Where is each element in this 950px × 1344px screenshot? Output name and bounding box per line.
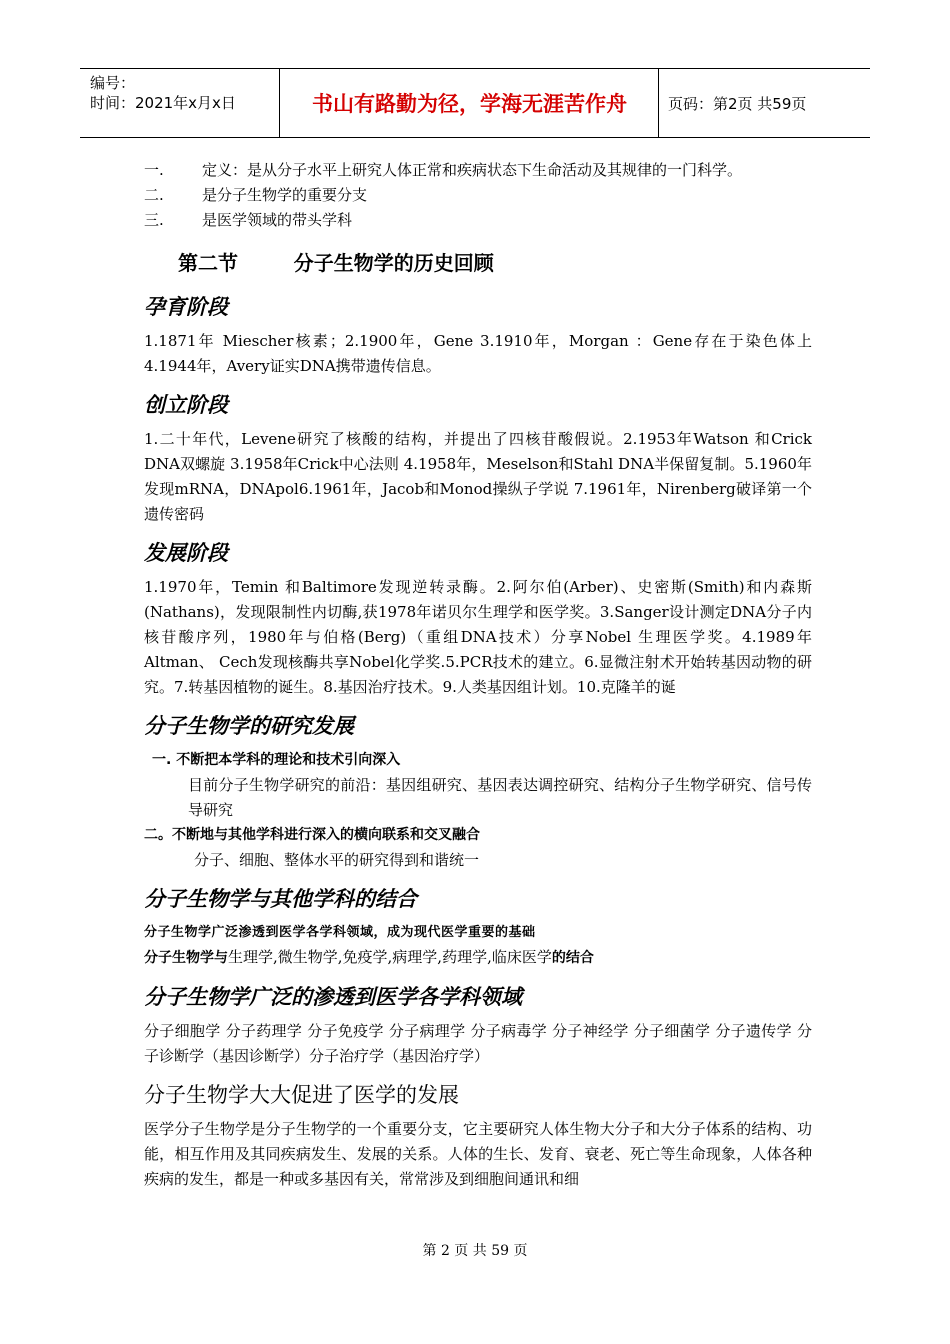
heading-stage1: 孕育阶段	[144, 295, 228, 319]
header-motto: 书山有路勤为径，学海无涯苦作舟	[281, 69, 659, 137]
promote-text: 医学分子生物学是分子生物学的一个重要分支，它主要研究人体生物大分子和大分子体系的结构、功能，相互作用及其同疾病发生、发展的关系。人体的生长、发育、衰老、死亡等生命现象，人体各种疾病的发生，都是一种或多基因有关，常常涉及到细胞间通讯和细	[144, 1120, 812, 1188]
heading-stage2: 创立阶段	[144, 393, 228, 417]
stage1-text: 1.1871年 Miescher核素；2.1900年，Gene 3.1910年，Morgan ：Gene存在于染色体上 4.1944年，Avery证实DNA携带遗传信息。	[144, 332, 812, 375]
stage2-text: 1.二十年代，Levene研究了核酸的结构，并提出了四核苷酸假说。2.1953年Watson 和Crick DNA双螺旋 3.1958年Crick中心法则 4.1958年，Meselson和Stahl DNA半保留复制。5.1960年发现mRNA，DNApol6.1961年，Jacob和Monod操纵子学说 7.1961年，Nirenberg破译第一个遗传密码	[144, 430, 812, 523]
definition-item: 一. 定义：是从分子水平上研究人体正常和疾病状态下生命活动及其规律的一门科学。	[144, 161, 743, 179]
combine-line: 分子生物学与生理学,微生物学,免疫学,病理学,药理学,临床医学的结合	[144, 948, 594, 966]
page-footer: 第 2 页 共 59 页	[422, 1243, 528, 1259]
heading-combine: 分子生物学与其他学科的结合	[144, 887, 417, 911]
research-sub1-text: 目前分子生物学研究的前沿：基因组研究、基因表达调控研究、结构分子生物学研究、信号传导研究	[188, 776, 812, 819]
number-label: 编号：	[90, 74, 136, 92]
document-body	[144, 158, 812, 1192]
heading-penetrate: 分子生物学广泛的渗透到医学各学科领域	[144, 985, 522, 1009]
heading-promote: 分子生物学大大促进了医学的发展	[144, 1083, 459, 1107]
penetrate-text: 分子细胞学 分子药理学 分子免疫学 分子病理学 分子病毒学 分子神经学 分子细菌学 分子遗传学 分子诊断学（基因诊断学）分子治疗学（基因治疗学）	[144, 1022, 812, 1065]
page-header	[80, 68, 870, 138]
header-page-code: 页码：第2页 共59页	[668, 94, 807, 113]
time-label: 时间：2021年x月x日	[90, 94, 236, 112]
research-sub2-text: 分子、细胞、整体水平的研究得到和谐统一	[194, 851, 480, 869]
heading-stage3: 发展阶段	[144, 541, 228, 565]
section-title: 第二节 分子生物学的历史回顾	[178, 251, 494, 275]
research-sub2: 二。不断地与其他学科进行深入的横向联系和交叉融合	[144, 827, 480, 843]
heading-research: 分子生物学的研究发展	[144, 714, 354, 738]
definition-item: 三. 是医学领域的带头学科	[144, 211, 353, 229]
research-sub1: 一. 不断把本学科的理论和技术引向深入	[152, 752, 401, 768]
header-meta	[80, 69, 280, 137]
combine-lead: 分子生物学广泛渗透到医学各学科领域，成为现代医学重要的基础	[144, 925, 536, 940]
stage3-text: 1.1970年，Temin 和Baltimore发现逆转录酶。2.阿尔伯(Arber)、史密斯(Smith)和内森斯(Nathans)，发现限制性内切酶,获1978年诺贝尔生理学和医学奖。3.Sanger设计测定DNA分子内核苷酸序列，1980年与伯格(Berg)（重组DNA技术）分享Nobel 生理医学奖。4.1989年Altman、 Cech发现核酶共享Nobel化学奖.5.PCR技术的建立。6.显微注射术开始转基因动物的研究。7.转基因植物的诞生。8.基因治疗技术。9.人类基因组计划。10.克隆羊的诞	[144, 578, 812, 696]
definition-item: 二. 是分子生物学的重要分支	[144, 186, 368, 204]
